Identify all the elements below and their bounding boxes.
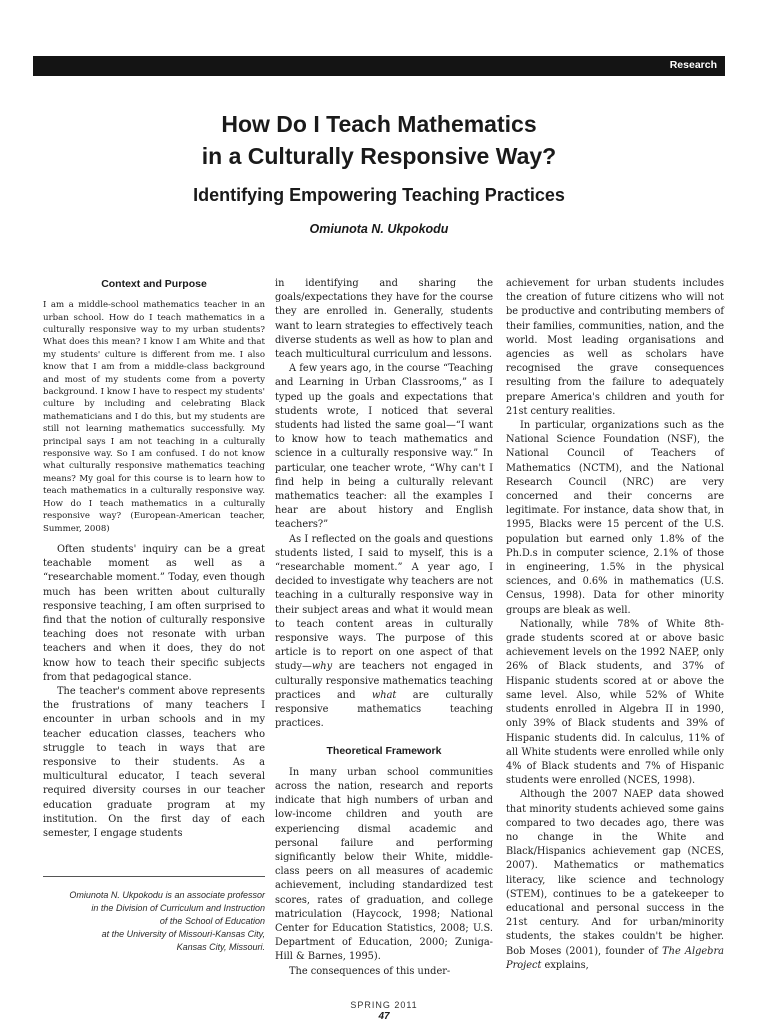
issue-season: SPRING 2011: [350, 1000, 418, 1010]
heading-theoretical-framework: Theoretical Framework: [326, 744, 442, 757]
bio-line: of the School of Education: [159, 916, 265, 926]
paragraph-text: are teachers not engaged in culturally responsive mathematics teaching practices and: [275, 661, 493, 701]
paragraph: A few years ago, in the course “Teaching and Learning in Urban Classrooms,” as I typed up the goals and expectations that students wrote, I noticed that several students had listed the same goal—“I want to know how to teach mathematics and science in a culturally responsive way.” In particular, one teacher wrote, “Why can't I find help in being a culturally relevant mathematics teacher: all the examples I hear are about history and English teachers?”: [275, 363, 493, 531]
paragraph: In particular, organizations such as the National Science Foundation (NSF), the National Council of Teachers of Mathematics (NCTM), and the National Research Council (NRC) are very concerned and their concerns are legitimate. For instance, data show that, in 1995, Blacks were 15 percent of the U.S. population but earned only 1.8% of the Ph.D.s in computer science, 2.1% of those in engineering, 1.5% in the physical sciences, and 0.6% in mathematics (U.S. Census, 1998). Data for other minority groups are bleak as well.: [506, 420, 724, 616]
paragraph: achievement for urban students includes the creation of future citizens who will not be productive and contributing members of their families, communities, nation, and the world. Most leading organisations and agencies as well as scholars have recognised the grave consequences resulting from the failure to adequately prepare America's children and youth for 21st century realities.: [506, 278, 724, 417]
teacher-quote: I am a middle-school mathematics teacher in an urban school. How do I teach mathematics in a culturally responsive way to my urban students? What does this mean? I know I am White and that my students' culture is different from me. I also know that I am from a middle-class background and most of my students come from a poverty background. I know I have to respect my students' culture by including and celebrating Black mathematicians and I do this, but my students are still not learning mathematics successfully. My principal says I am not teaching in a culturally responsive way. So I am confused. I do not know what culturally responsive mathematics teaching means? My goal for this course is to learn how to teach mathematics in a culturally responsive way. How do I teach mathematics in a culturally responsive way? (European-American teacher, Summer, 2008): [43, 300, 265, 534]
paragraph: [506, 788, 724, 973]
author-bio: [43, 876, 265, 954]
emphasis: why: [311, 661, 333, 673]
article-title: [33, 108, 725, 172]
paragraph-text: Although the 2007 NAEP data showed that minority students achieved some gains compared to two decades ago, there was no change in the White and Black/Hispanics achievement gap (NCES, 2007). Mathematics or mathematics literacy, like science and technology (STEM), continues to be a gatekeeper to educational and personal success in the 21st century. And for urban/minority students, the stakes couldn't be higher. Bob Moses (2001), founder of: [506, 789, 724, 957]
paragraph-text: are culturally responsive mathematics teaching practices.: [275, 689, 493, 730]
paragraph: Often students' inquiry can be a great teachable moment as well as a “researchable moment.” Today, even though much has been written about culturally responsive teaching, I am often surprised to find that the notion of culturally responsive teaching does not resonate with urban teachers and when it does, they do not know how to teach their specific subjects from that pedagogical stance.: [43, 543, 265, 683]
paragraph-text: explains,: [541, 959, 589, 971]
paragraph-text: As I reflected on the goals and questions students listed, I said to myself, this is a “researchable moment.” A year ago, I decided to investigate why teachers are not teaching in a culturally responsive way in their subject areas and what it would mean to teach content areas in culturally responsive ways. The purpose of this article is to report on one aspect of that study—: [275, 533, 493, 673]
heading-context-and-purpose: Context and Purpose: [101, 278, 207, 290]
paragraph: The teacher's comment above represents the frustrations of many teachers I encounter in urban schools and in my teacher education classes, teachers who struggle to teach in ways that are responsive to their students. As a multicultural educator, I teach several required diversity courses in our teacher education graduate program at my institution. On the first day of each semester, I engage students: [43, 685, 265, 839]
paragraph: The consequences of this under-: [289, 965, 451, 977]
book-title: The Algebra Project: [506, 945, 724, 971]
section-header-bar: [33, 56, 725, 76]
bio-line: at the University of Missouri-Kansas City,: [101, 929, 265, 939]
title-line-1: How Do I Teach Mathematics: [221, 111, 537, 137]
article-author: Omiunota N. Ukpokodu: [309, 222, 449, 236]
bio-line: Kansas City, Missouri.: [176, 942, 265, 952]
page-number: 47: [378, 1011, 390, 1022]
column-1: [43, 277, 265, 841]
bio-line: Omiunota N. Ukpokodu is an associate professor: [69, 890, 265, 900]
column-2: [275, 277, 493, 979]
bio-line: in the Division of Curriculum and Instruction: [91, 903, 265, 913]
column-3: [506, 277, 724, 973]
paragraph: In many urban school communities across the nation, research and reports indicate that high numbers of urban and low-income children and youth are experiencing dismal academic and personal failure and performing significantly below their White, middle-class peers on all measures of academic achievement, including standardized test scores, rates of graduation, and college matriculation (Haycock, 1998; National Center for Education Statistics, 2008; U.S. Department of Education, 2000; Zuniga-Hill & Barnes, 1995).: [275, 766, 493, 963]
paragraph: Nationally, while 78% of White 8th-grade students scored at or above basic achievement levels on the 1992 NAEP, only 26% of Black students, and 37% of Hispanic students scored at or above the same level. Also, while 52% of White students enrolled in Algebra II in 1990, only 39% of Black students and 39% of Hispanic students did. In calculus, 11% of all White students were enrolled while only 4% of Black students and 7% of Hispanic students were enrolled (NCES, 1998).: [506, 618, 724, 787]
emphasis: what: [371, 689, 397, 701]
section-label: Research: [669, 59, 717, 71]
page-footer: [0, 1000, 768, 1023]
article-subtitle: Identifying Empowering Teaching Practices: [193, 185, 565, 205]
article-header: [33, 108, 725, 236]
title-line-2: in a Culturally Responsive Way?: [201, 143, 557, 169]
paragraph: [275, 533, 493, 732]
paragraph: in identifying and sharing the goals/expectations they have for the course they are enrolled in. Generally, students want to learn strategies to effectively teach diverse students as well as how to plan and teach multicultural curriculum and lessons.: [275, 278, 493, 361]
